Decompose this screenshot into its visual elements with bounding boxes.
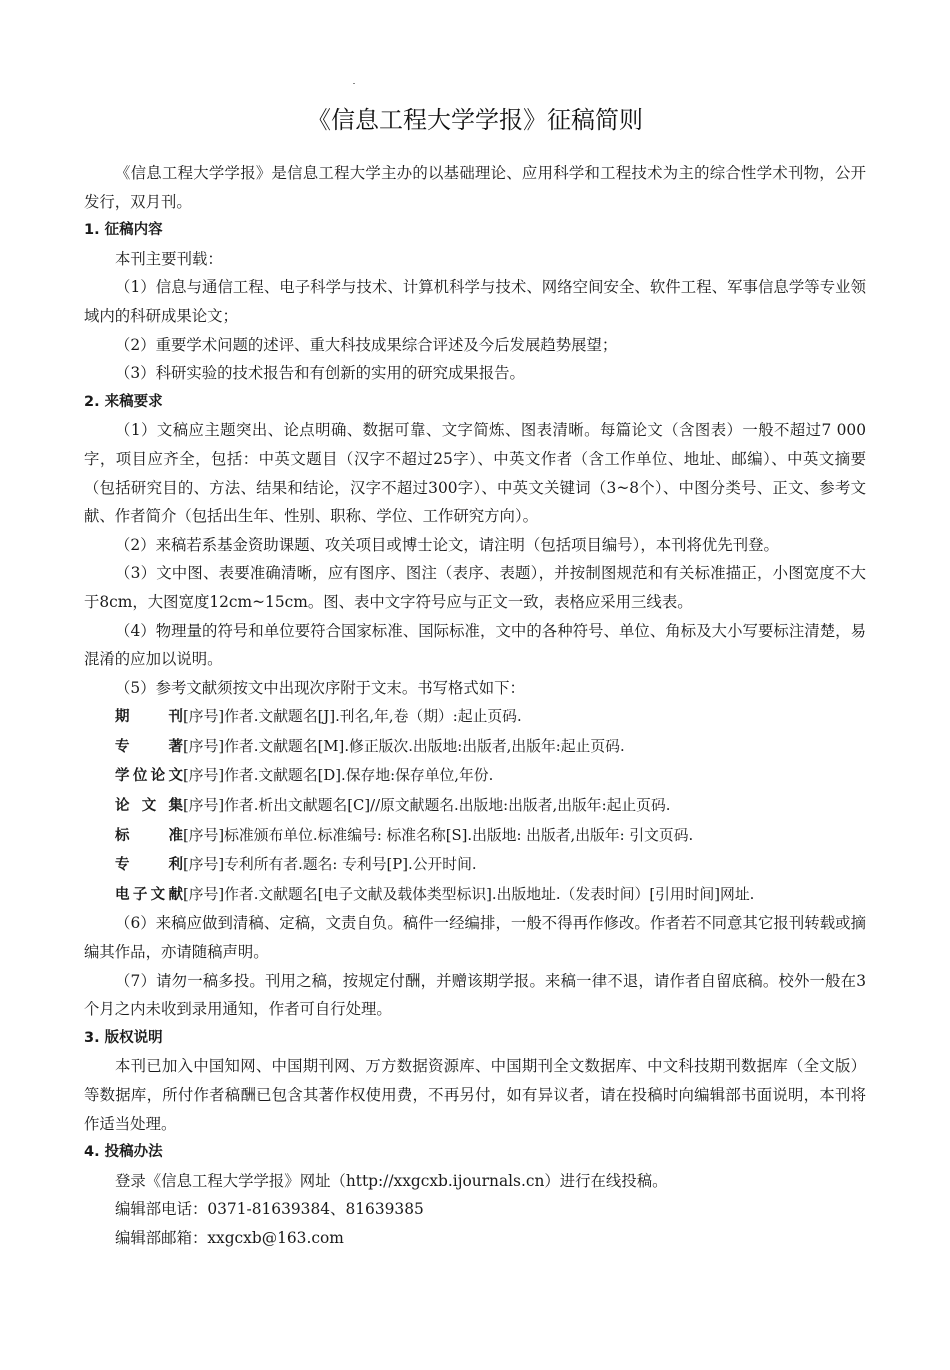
section-heading-3: 3. 版权说明 (84, 1029, 163, 1046)
reference-format-row (84, 761, 866, 791)
editorial-email-line: 编辑部邮箱：xxgcxb@163.com (115, 1228, 344, 1247)
section2-item: （5）参考文献须按文中出现次序附于文末。书写格式如下： (115, 678, 525, 697)
section2-item: （4）物理量的符号和单位要符合国家标准、国际标准，文中的各种符号、单位、角标及大小写要标注清楚，易混淆的应加以说明。 (84, 621, 866, 669)
page-title: 《信息工程大学学报》征稿简则 (307, 106, 643, 134)
section2-item: （7）请勿一稿多投。刊用之稿，按规定付酬，并赠该期学报。来稿一律不退，请作者自留底稿。校外一般在3个月之内未收到录用通知，作者可自行处理。 (84, 971, 866, 1019)
section1-item: （2）重要学术问题的述评、重大科技成果综合评述及今后发展趋势展望； (115, 335, 618, 354)
reference-format-row (84, 732, 866, 762)
section-heading-4: 4. 投稿办法 (84, 1144, 163, 1161)
reference-type-label: 标准 (115, 827, 183, 844)
reference-format-text: [序号]标准颁布单位.标准编号: 标准名称[S].出版地: 出版者,出版年: 引文页码. (183, 826, 694, 844)
reference-type-label: 专利 (115, 857, 183, 874)
copyright-paragraph: 本刊已加入中国知网、中国期刊网、万方数据资源库、中国期刊全文数据库、中文科技期刊数据库（全文版）等数据库，所付作者稿酬已包含其著作权使用费，不再另付，如有异议者，请在投稿时向编辑部书面说明，本刊将作适当处理。 (84, 1057, 866, 1133)
section-heading-1: 1. 征稿内容 (84, 222, 163, 239)
section2-item: （1）文稿应主题突出、论点明确、数据可靠、文字简炼、图表清晰。每篇论文（含图表）一般不超过7 000字，项目应齐全，包括：中英文题目（汉字不超过25字）、中英文作者（含工作单位、地址、邮编）、中英文摘要（包括研究目的、方法、结果和结论，汉字不超过300字）、中英文关键词（3~8个）、中图分类号、正文、参考文献、作者简介（包括出生年、性别、职称、学位、工作研究方向）。 (84, 421, 866, 526)
section1-item: （1）信息与通信工程、电子科学与技术、计算机科学与技术、网络空间安全、软件工程、军事信息学等专业领域内的科研成果论文； (84, 278, 866, 325)
section2-item: （6）来稿应做到清稿、定稿，文责自负。稿件一经编排，一般不得再作修改。作者若不同意其它报刊转载或摘编其作品，亦请随稿声明。 (84, 914, 866, 962)
intro-paragraph: 《信息工程大学学报》是信息工程大学主办的以基础理论、应用科学和工程技术为主的综合性学术刊物，公开发行，双月刊。 (84, 164, 866, 211)
section1-lead: 本刊主要刊载： (115, 249, 223, 268)
reference-format-row (84, 850, 866, 880)
reference-format-text: [序号]作者.文献题名[J].刊名,年,卷（期）:起止页码. (183, 708, 522, 726)
reference-type-label: 电子文献 (115, 886, 183, 903)
reference-type-label: 学位论文 (115, 768, 183, 785)
reference-format-row (84, 791, 866, 821)
document-body (84, 159, 866, 1253)
scan-speck (353, 83, 355, 84)
reference-format-row (84, 821, 866, 851)
reference-format-text: [序号]作者.文献题名[D].保存地:保存单位,年份. (183, 767, 494, 785)
reference-format-text: [序号]作者.文献题名[电子文献及载体类型标识].出版地址.（发表时间）[引用时间]网址. (183, 885, 755, 903)
reference-type-label: 期刊 (115, 709, 183, 726)
editorial-phone-line: 编辑部电话：0371-81639384、81639385 (115, 1200, 424, 1219)
reference-format-text: [序号]专利所有者.题名: 专利号[P].公开时间. (183, 856, 477, 874)
reference-format-row (84, 880, 866, 910)
section2-item: （3）文中图、表要准确清晰，应有图序、图注（表序、表题），并按制图规范和有关标准描正，小图宽度不大于8cm，大图宽度12cm~15cm。图、表中文字符号应与正文一致，表格应采用三线表。 (84, 564, 866, 611)
section1-item: （3）科研实验的技术报告和有创新的实用的研究成果报告。 (115, 364, 525, 383)
section2-item: （2）来稿若系基金资助课题、攻关项目或博士论文，请注明（包括项目编号），本刊将优先刊登。 (115, 535, 779, 554)
reference-format-text: [序号]作者.文献题名[M].修正版次.出版地:出版者,出版年:起止页码. (183, 737, 625, 755)
reference-format-row (84, 702, 866, 732)
reference-format-text: [序号]作者.析出文献题名[C]//原文献题名.出版地:出版者,出版年:起止页码. (183, 797, 671, 815)
section-heading-2: 2. 来稿要求 (84, 393, 163, 410)
reference-type-label: 专著 (115, 738, 183, 755)
submission-url-line: 登录《信息工程大学学报》网址（http://xxgcxb.ijournals.cn）进行在线投稿。 (115, 1171, 668, 1190)
reference-type-label: 论文集 (115, 798, 183, 815)
